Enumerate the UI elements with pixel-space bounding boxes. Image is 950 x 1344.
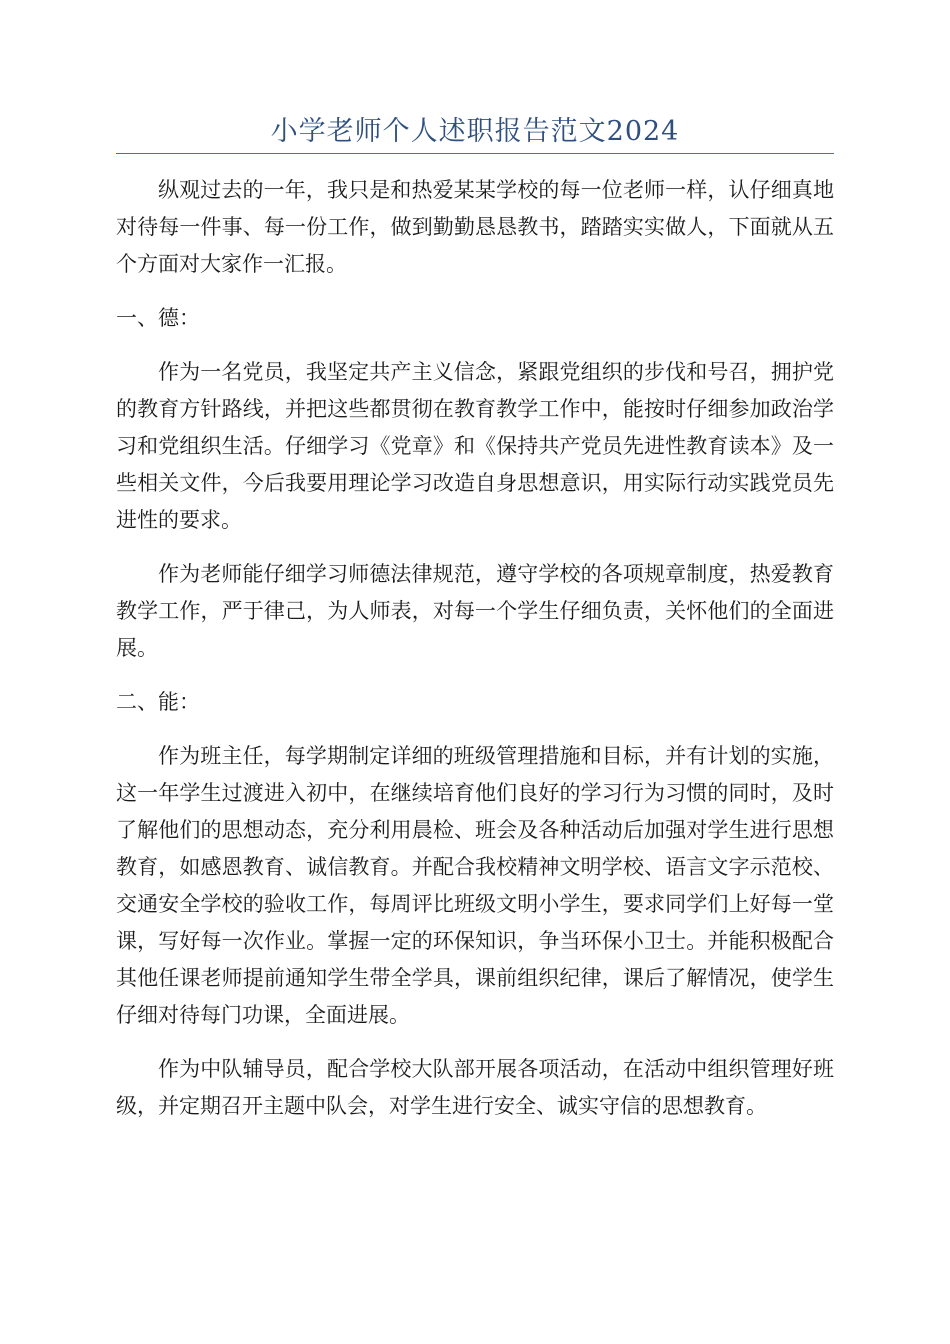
title-underline: [116, 153, 834, 154]
section-neng-paragraph-2: 作为中队辅导员，配合学校大队部开展各项活动，在活动中组织管理好班级，并定期召开主题中队会，对学生进行安全、诚实守信的思想教育。: [116, 1057, 834, 1118]
document-title: 小学老师个人述职报告范文2024: [270, 116, 680, 147]
intro-paragraph: 纵观过去的一年，我只是和热爱某某学校的每一位老师一样，认仔细真地对待每一件事、每一份工作，做到勤勤恳恳教书，踏踏实实做人，下面就从五个方面对大家作一汇报。: [116, 178, 834, 276]
section-heading-de: 一、德：: [116, 306, 200, 330]
document-body: [116, 172, 834, 1142]
section-neng-paragraph-1: 作为班主任，每学期制定详细的班级管理措施和目标，并有计划的实施，这一年学生过渡进入初中，在继续培育他们良好的学习行为习惯的同时，及时了解他们的思想动态，充分利用晨检、班会及各种活动后加强对学生进行思想教育，如感恩教育、诚信教育。并配合我校精神文明学校、语言文字示范校、交通安全学校的验收工作，每周评比班级文明小学生，要求同学们上好每一堂课，写好每一次作业。掌握一定的环保知识，争当环保小卫士。并能积极配合其他任课老师提前通知学生带全学具，课前组织纪律，课后了解情况，使学生仔细对待每门功课，全面进展。: [116, 744, 834, 1027]
section-de-paragraph-2: 作为老师能仔细学习师德法律规范，遵守学校的各项规章制度，热爱教育教学工作，严于律己，为人师表，对每一个学生仔细负责，关怀他们的全面进展。: [116, 562, 834, 660]
section-heading-neng: 二、能：: [116, 690, 200, 714]
section-de-paragraph-1: 作为一名党员，我坚定共产主义信念，紧跟党组织的步伐和号召，拥护党的教育方针路线，并把这些都贯彻在教育教学工作中，能按时仔细参加政治学习和党组织生活。仔细学习《党章》和《保持共产党员先进性教育读本》及一些相关文件，今后我要用理论学习改造自身思想意识，用实际行动实践党员先进性的要求。: [116, 360, 834, 532]
